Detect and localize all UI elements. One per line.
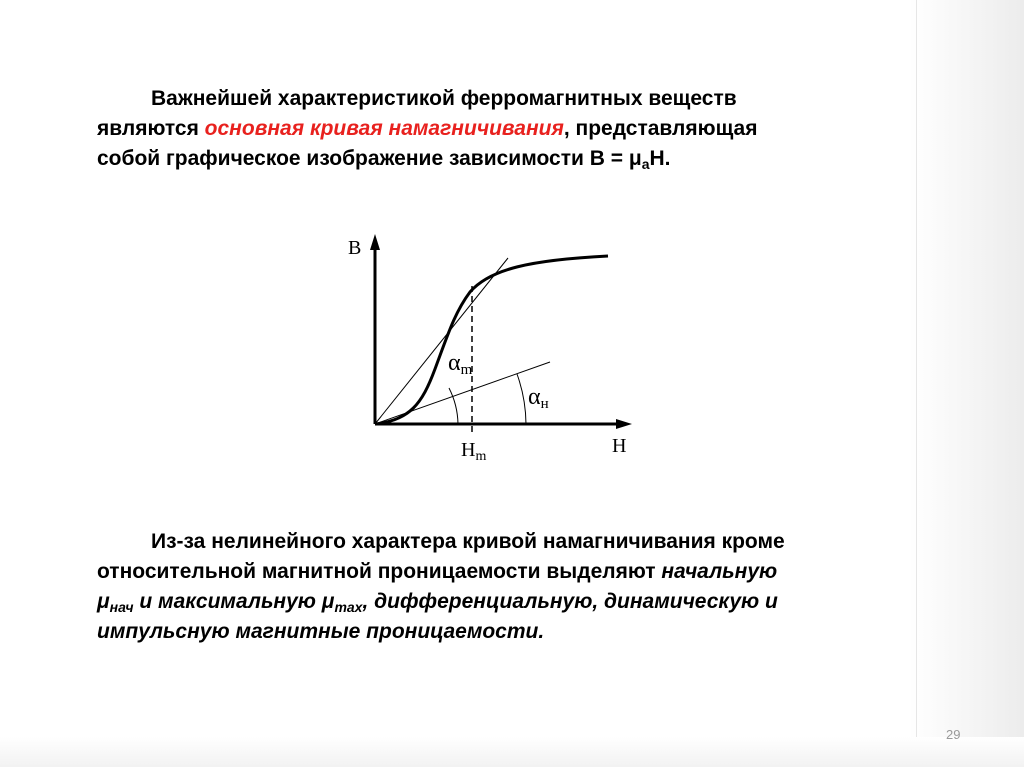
details-line-3-mid: и максимальную μ: [133, 590, 335, 613]
axis-y-arrow: [370, 234, 380, 250]
details-line-1: Из-за нелинейного характера кривой намагничивания кроме: [151, 530, 785, 553]
tangent-max-line: [375, 258, 508, 424]
intro-line-2-end: , представляющая: [563, 117, 758, 140]
slide-decoration-bottom: [0, 737, 1024, 767]
intro-line-1: Важнейшей характеристикой ферромагнитных веществ: [151, 87, 737, 110]
axis-x-label: H: [612, 435, 627, 457]
highlight-term: основная кривая намагничивания: [204, 117, 564, 140]
mu-initial-subscript: нач: [109, 599, 134, 615]
mu-initial-symbol: μ: [97, 590, 110, 613]
details-paragraph: [97, 527, 917, 647]
mu-max-subscript: max: [334, 599, 363, 615]
axis-y-label: B: [348, 237, 362, 259]
angle-arc-m: [449, 388, 458, 424]
magnetization-curve-diagram: [330, 224, 650, 470]
slide-decoration-right: [909, 0, 1024, 767]
intro-line-3-start: собой графическое изображение зависимости B = μ: [97, 147, 642, 170]
intro-line-3-end: H.: [649, 147, 671, 170]
intro-line-2-start: являются: [97, 117, 205, 140]
magnetization-curve: [375, 256, 608, 424]
details-line-2-start: относительной магнитной проницаемости выделяют: [97, 560, 662, 583]
details-term-initial: начальную: [661, 560, 778, 583]
angle-arc-n: [517, 374, 526, 424]
slide-number: 29: [946, 727, 961, 742]
intro-paragraph: [97, 84, 877, 174]
slide-decoration-line: [916, 0, 917, 767]
details-line-4: импульсную магнитные проницаемости.: [97, 620, 545, 643]
label-alpha-n: αн: [528, 384, 549, 412]
label-hm: $H_m$: [461, 439, 487, 464]
label-alpha-m: αm: [448, 350, 473, 378]
axis-x-arrow: [616, 419, 632, 429]
mu-subscript-a: а: [641, 156, 650, 172]
details-line-3-end: , дифференциальную, динамическую и: [362, 590, 778, 613]
